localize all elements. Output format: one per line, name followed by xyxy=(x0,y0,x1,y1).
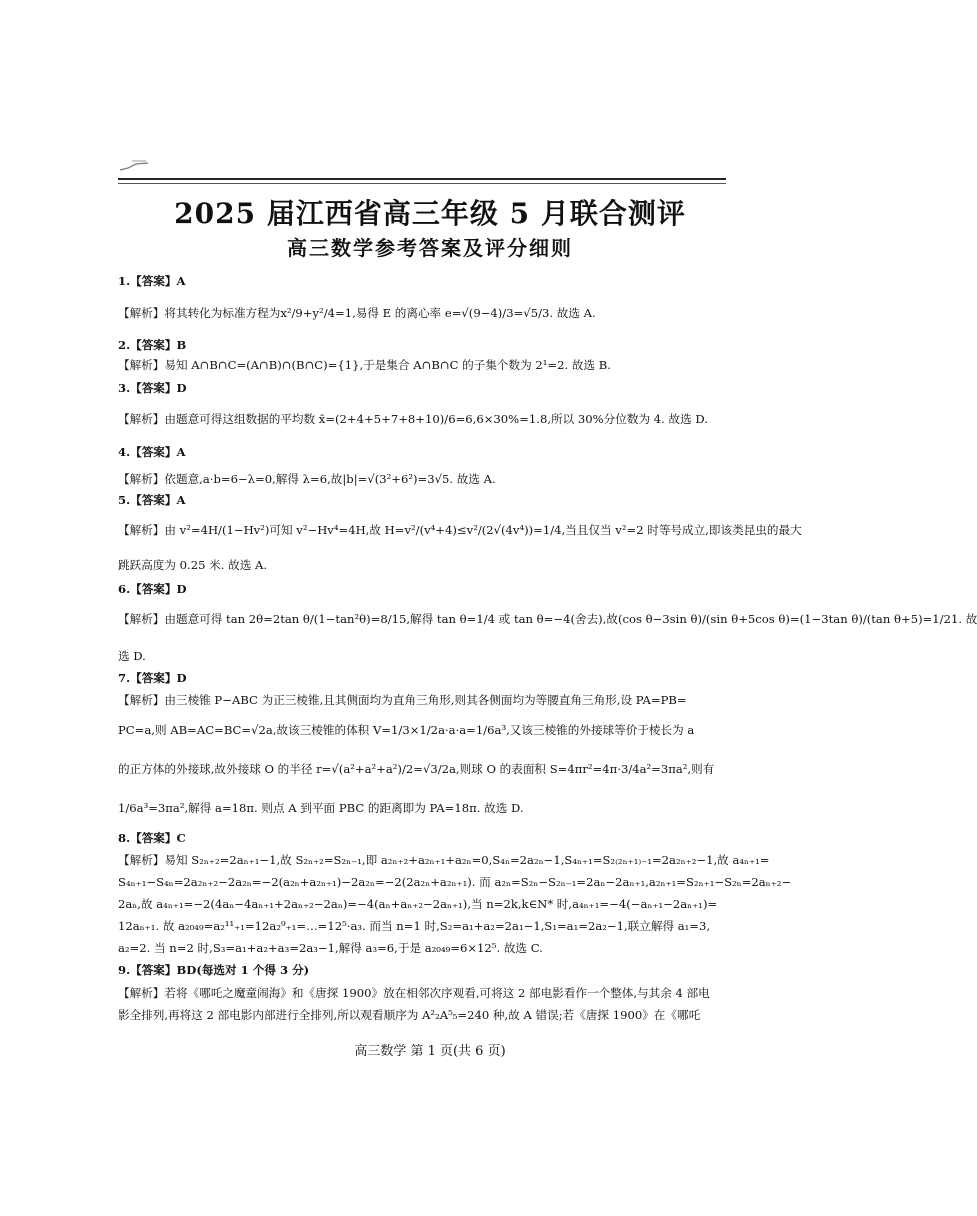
answer-line: 7.【答案】D xyxy=(118,671,187,685)
explanation-line: 【解析】将其转化为标准方程为x²/9+y²/4=1,易得 E 的离心率 e=√(9−4)/3=√5/3. 故选 A. xyxy=(118,306,596,320)
answer-line: 8.【答案】C xyxy=(118,831,186,845)
explanation-line: 【解析】易知 S₂ₙ₊₂=2aₙ₊₁−1,故 S₂ₙ₊₂=S₂ₙ₋₁,即 a₂ₙ₊₂+a₂ₙ₊₁+a₂ₙ=0,S₄ₙ=2a₂ₙ−1,S₄ₙ₊₁=S₂₍₂ₙ₊₁₎₋₁=2a₂ₙ₊₂−1,故 a₄ₙ₊₁= xyxy=(118,853,770,867)
page-title: 2025 届江西省高三年级 5 月联合测评 xyxy=(174,197,686,230)
page-subtitle: 高三数学参考答案及评分细则 xyxy=(287,236,573,260)
answer-line: 9.【答案】BD(每选对 1 个得 3 分) xyxy=(118,963,310,977)
answer-line: 5.【答案】A xyxy=(118,493,186,507)
explanation-line: 【解析】若将《哪吒之魔童闹海》和《唐探 1900》放在相邻次序观看,可将这 2 部电影看作一个整体,与其余 4 部电 xyxy=(118,986,710,1000)
explanation-line: 【解析】易知 A∩B∩C=(A∩B)∩(B∩C)={1},于是集合 A∩B∩C 的子集个数为 2¹=2. 故选 B. xyxy=(118,358,611,372)
explanation-line: 影全排列,再将这 2 部电影内部进行全排列,所以观看顺序为 A²₂A⁵₅=240 种,故 A 错误;若《唐探 1900》在《哪吒 xyxy=(118,1008,701,1022)
explanation-line: PC=a,则 AB=AC=BC=√2a,故该三棱锥的体积 V=1/3×1/2a·a·a=1/6a³,又该三棱锥的外接球等价于棱长为 a xyxy=(118,723,695,737)
explanation-line: 【解析】依题意,a·b=6−λ=0,解得 λ=6,故|b|=√(3²+6²)=3√5. 故选 A. xyxy=(118,472,496,486)
scan-artifact-mark xyxy=(118,158,168,174)
explanation-line: 1/6a³=3πa²,解得 a=18π. 则点 A 到平面 PBC 的距离即为 PA=18π. 故选 D. xyxy=(118,801,524,815)
explanation-line: 跳跃高度为 0.25 米. 故选 A. xyxy=(118,558,268,572)
header-rule-thin xyxy=(118,183,726,184)
answer-line: 4.【答案】A xyxy=(118,445,186,459)
explanation-line: 【解析】由 v²=4H/(1−Hv²)可知 v²−Hv⁴=4H,故 H=v²/(v⁴+4)≤v²/(2√(4v⁴))=1/4,当且仅当 v²=2 时等号成立,即该类昆虫的最大 xyxy=(118,523,802,537)
page-footer: 高三数学 第 1 页(共 6 页) xyxy=(354,1044,506,1059)
answer-line: 2.【答案】B xyxy=(118,338,187,352)
answer-line: 3.【答案】D xyxy=(118,381,187,395)
explanation-line: 的正方体的外接球,故外接球 O 的半径 r=√(a²+a²+a²)/2=√3/2a,则球 O 的表面积 S=4πr²=4π·3/4a²=3πa²,则有 xyxy=(118,762,715,776)
explanation-line: 2aₙ,故 a₄ₙ₊₁=−2(4aₙ−4aₙ₊₁+2aₙ₊₂−2aₙ)=−4(aₙ+aₙ₊₂−2aₙ₊₁),当 n=2k,k∈N* 时,a₄ₙ₊₁=−4(−aₙ₊₁−2aₙ₊₁)= xyxy=(118,897,718,911)
answer-line: 1.【答案】A xyxy=(118,274,186,288)
explanation-line: a₂=2. 当 n=2 时,S₃=a₁+a₂+a₃=2a₃−1,解得 a₃=6,于是 a₂₀₄₉=6×12⁵. 故选 C. xyxy=(118,941,543,955)
explanation-line: S₄ₙ₊₁−S₄ₙ=2a₂ₙ₊₂−2a₂ₙ=−2(a₂ₙ+a₂ₙ₊₁)−2a₂ₙ=−2(2a₂ₙ+a₂ₙ₊₁). 而 a₂ₙ=S₂ₙ−S₂ₙ₋₁=2aₙ−2aₙ₊₁,a₂ₙ₊₁=S₂ₙ₊₁−S₂ₙ=2aₙ₊₂− xyxy=(118,875,792,889)
explanation-line: 【解析】由三棱锥 P−ABC 为正三棱锥,且其侧面均为直角三角形,则其各侧面均为等腰直角三角形,设 PA=PB= xyxy=(118,693,687,707)
explanation-line: 【解析】由题意可得这组数据的平均数 x̄=(2+4+5+7+8+10)/6=6,6×30%=1.8,所以 30%分位数为 4. 故选 D. xyxy=(118,412,708,426)
header-rule xyxy=(118,178,726,180)
explanation-line: 12aₙ₊₁. 故 a₂₀₄₉=a₂¹¹₊₁=12a₂⁹₊₁=…=12⁵·a₃. 而当 n=1 时,S₂=a₁+a₂=2a₁−1,S₁=a₁=2a₂−1,联立解得 a₁=3, xyxy=(118,919,711,933)
answer-line: 6.【答案】D xyxy=(118,582,187,596)
explanation-line: 【解析】由题意可得 tan 2θ=2tan θ/(1−tan²θ)=8/15,解得 tan θ=1/4 或 tan θ=−4(舍去),故(cos θ−3sin θ)/(sin θ+5cos θ)=(1−3tan θ)/(tan θ+5)=1/21. 故 xyxy=(118,612,977,626)
explanation-line: 选 D. xyxy=(118,649,146,663)
